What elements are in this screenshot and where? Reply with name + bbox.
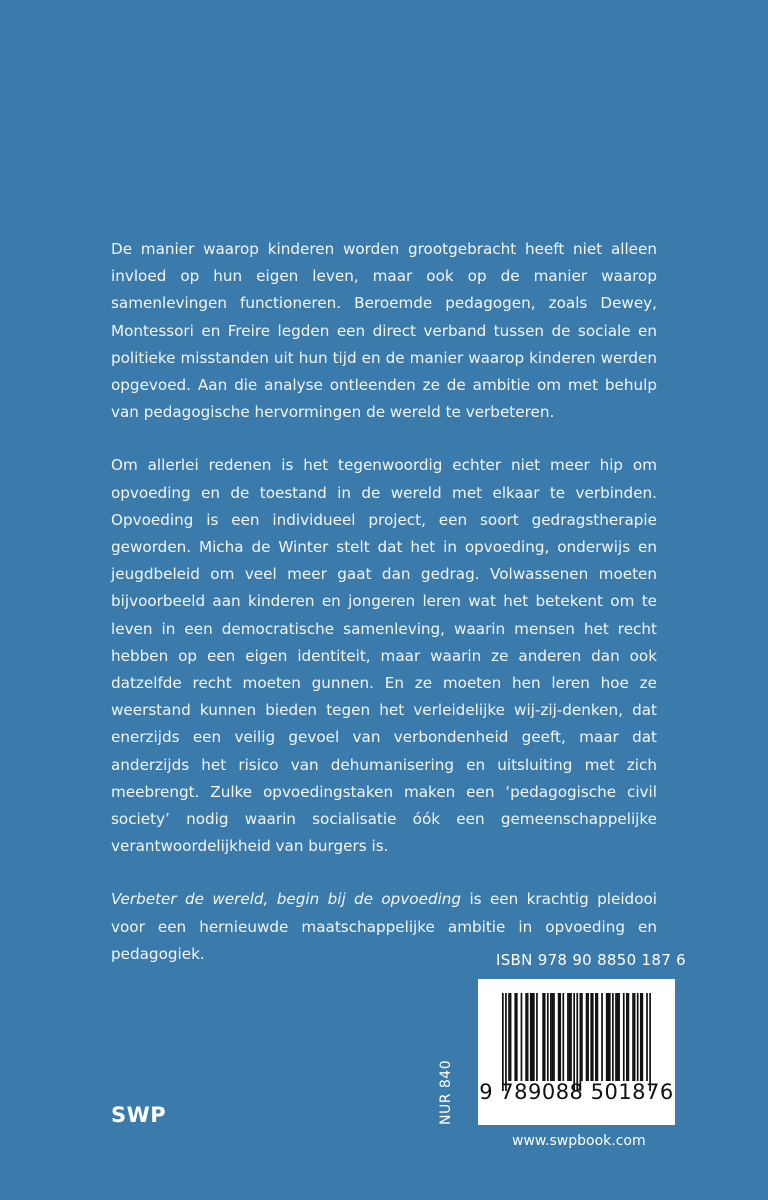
barcode-bar (609, 993, 611, 1081)
barcode-bar (567, 993, 569, 1081)
barcode-bar (531, 993, 533, 1081)
barcode-bar (570, 993, 572, 1081)
barcode-bar (533, 993, 535, 1081)
barcode-bar (623, 993, 625, 1081)
barcode-bar (505, 993, 507, 1091)
barcode-bar (628, 993, 630, 1081)
barcode-bar (606, 993, 608, 1081)
barcode-bar (552, 993, 554, 1081)
barcode-bar (617, 993, 619, 1081)
nur-code: NUR 840 (438, 1059, 454, 1125)
blurb-paragraph-2: Om allerlei redenen is het tegenwoordig echter niet meer hip om opvoeding en de toestand in de wereld met elkaar te verbinden. Opvoeding is een individueel project, een soort gedragstherapie geworden. Micha de Winter stelt dat het in opvoeding, onderwijs en jeugdbeleid om veel meer gaat dan gedrag. Volwassenen moeten bijvoorbeeld aan kinderen en jongeren leren wat het betekent om te leven in een democratische samenleving, waarin mensen het recht hebben op een eigen identiteit, maar waarin ze anderen dan ook datzelfde recht moeten gunnen. En ze moeten hen leren hoe ze weerstand kunnen bieden tegen het verleidelijke wij-zij-denken, dat enerzijds een veilig gevoel van verbondenheid geeft, maar dat anderzijds het risico van dehumanisering en uitsluiting met zich meebrengt. Zulke opvoedingstaken maken een ‘pedagogische civil society’ nodig waarin socialisatie óók een gemeenschappelijke verantwoordelijkheid van burgers is. (111, 456, 657, 856)
barcode-bar (646, 993, 648, 1081)
barcode-bar (516, 993, 518, 1081)
barcode-bar (542, 993, 544, 1081)
barcode-bar (637, 993, 639, 1081)
barcode-bar (615, 993, 617, 1081)
isbn-label: ISBN 978 90 8850 187 6 (496, 951, 686, 969)
barcode-bar (581, 993, 583, 1081)
barcode-bar (634, 993, 636, 1081)
blurb-paragraph-3-rest: is een krachtig pleidooi voor een hernieuwde maatschappelijke ambitie in opvoeding en pedagogiek. (111, 890, 658, 963)
barcode-bar (592, 993, 594, 1081)
barcode-bar (640, 993, 642, 1081)
barcode-bar (580, 993, 582, 1091)
barcode-bar (502, 993, 504, 1091)
barcode-bar (569, 993, 571, 1081)
barcode-bar (642, 993, 644, 1081)
barcode-bar (576, 993, 578, 1091)
barcode-bar (612, 993, 614, 1081)
barcode-bar (626, 993, 628, 1081)
barcode-bar (590, 993, 592, 1081)
website-url: www.swpbook.com (512, 1133, 646, 1149)
barcode-bar (595, 993, 597, 1081)
barcode-bar (586, 993, 588, 1081)
barcode-bar (601, 993, 603, 1081)
barcode-bar (536, 993, 538, 1081)
barcode-bar (573, 993, 575, 1091)
barcode-bar (547, 993, 549, 1081)
barcode-bar (597, 993, 599, 1081)
blurb-text (111, 236, 657, 994)
barcode-bar (632, 993, 634, 1081)
barcode-bar (514, 993, 516, 1081)
barcode-bar (508, 993, 510, 1081)
barcode-bar (510, 993, 512, 1081)
barcode-bar (559, 993, 561, 1081)
barcode-bar (607, 993, 609, 1081)
barcode-bar (558, 993, 560, 1081)
barcode-bar (587, 993, 589, 1081)
barcode-bar (527, 993, 529, 1081)
barcode-bar (550, 993, 552, 1081)
barcode-bar (553, 993, 555, 1081)
barcode-bar (525, 993, 527, 1081)
barcode (478, 979, 675, 1125)
barcode-bar (618, 993, 620, 1081)
barcode-bar (562, 993, 564, 1081)
barcode-bar (521, 993, 523, 1081)
barcode-bar (649, 993, 651, 1091)
blurb-paragraph-1: De manier waarop kinderen worden grootgebracht heeft niet alleen invloed op hun eigen leven, maar ook op de manier waarop samenlevingen functioneren. Beroemde pedagogen, zoals Dewey, Montessori en Freire legden een direct verband tussen de sociale en politieke misstanden uit hun tijd en de manier waarop kinderen werden opgevoed. Aan die analyse ontleenden ze de ambitie om met behulp van pedagogische hervormingen de wereld te verbeteren. (111, 240, 657, 422)
barcode-bar (544, 993, 546, 1081)
publisher-logo: SWP (111, 1103, 167, 1127)
book-title-italic: Verbeter de wereld, begin bij de opvoeding (111, 890, 462, 909)
barcode-bar (530, 993, 532, 1081)
barcode-digits: 9 789088 501876 (479, 1080, 674, 1104)
